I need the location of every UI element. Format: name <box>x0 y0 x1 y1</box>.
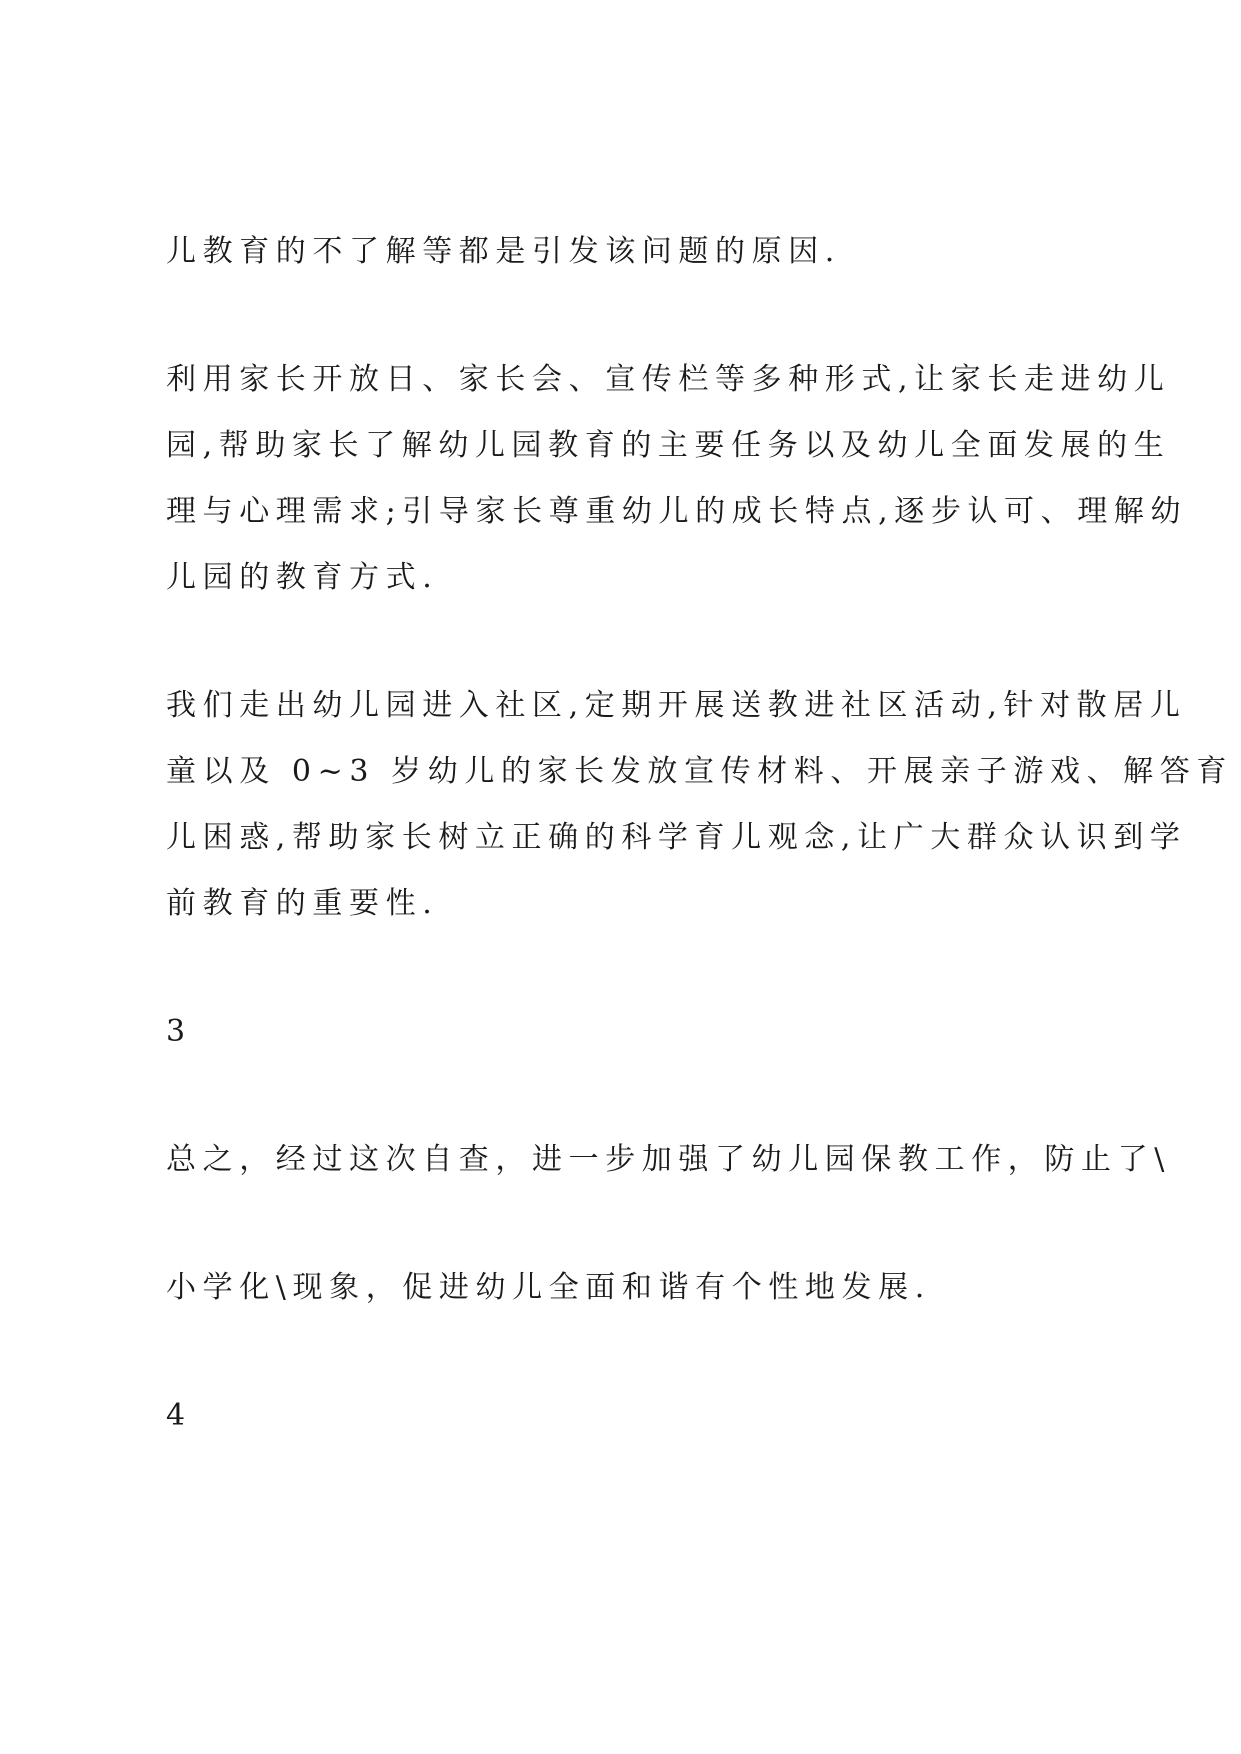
paragraph-2-line-2: 园,帮助家长了解幼儿园教育的主要任务以及幼儿全面发展的生 <box>166 428 1171 463</box>
conclusion-line-1: 总之，经过这次自查，进一步加强了幼儿园保教工作，防止了\ <box>166 1142 1171 1177</box>
paragraph-2-line-4: 儿园的教育方式. <box>166 560 439 595</box>
paragraph-2-line-1: 利用家长开放日、家长会、宣传栏等多种形式,让家长走进幼儿 <box>166 362 1171 397</box>
section-number-3: 3 <box>166 1014 186 1049</box>
section-number-4: 4 <box>166 1398 186 1433</box>
paragraph-2-line-3: 理与心理需求;引导家长尊重幼儿的成长特点,逐步认可、理解幼 <box>166 494 1188 529</box>
paragraph-1-line-1: 儿教育的不了解等都是引发该问题的原因. <box>166 234 841 269</box>
paragraph-3-line-4: 前教育的重要性. <box>166 886 439 921</box>
paragraph-3-line-1: 我们走出幼儿园进入社区,定期开展送教进社区活动,针对散居儿 <box>166 688 1187 723</box>
paragraph-3-line-3: 儿困惑,帮助家长树立正确的科学育儿观念,让广大群众认识到学 <box>166 820 1187 855</box>
conclusion-line-2: 小学化\现象，促进幼儿全面和谐有个性地发展. <box>166 1270 931 1305</box>
paragraph-3-line-2: 童以及 0~3 岁幼儿的家长发放宣传材料、开展亲子游戏、解答育 <box>166 754 1233 789</box>
